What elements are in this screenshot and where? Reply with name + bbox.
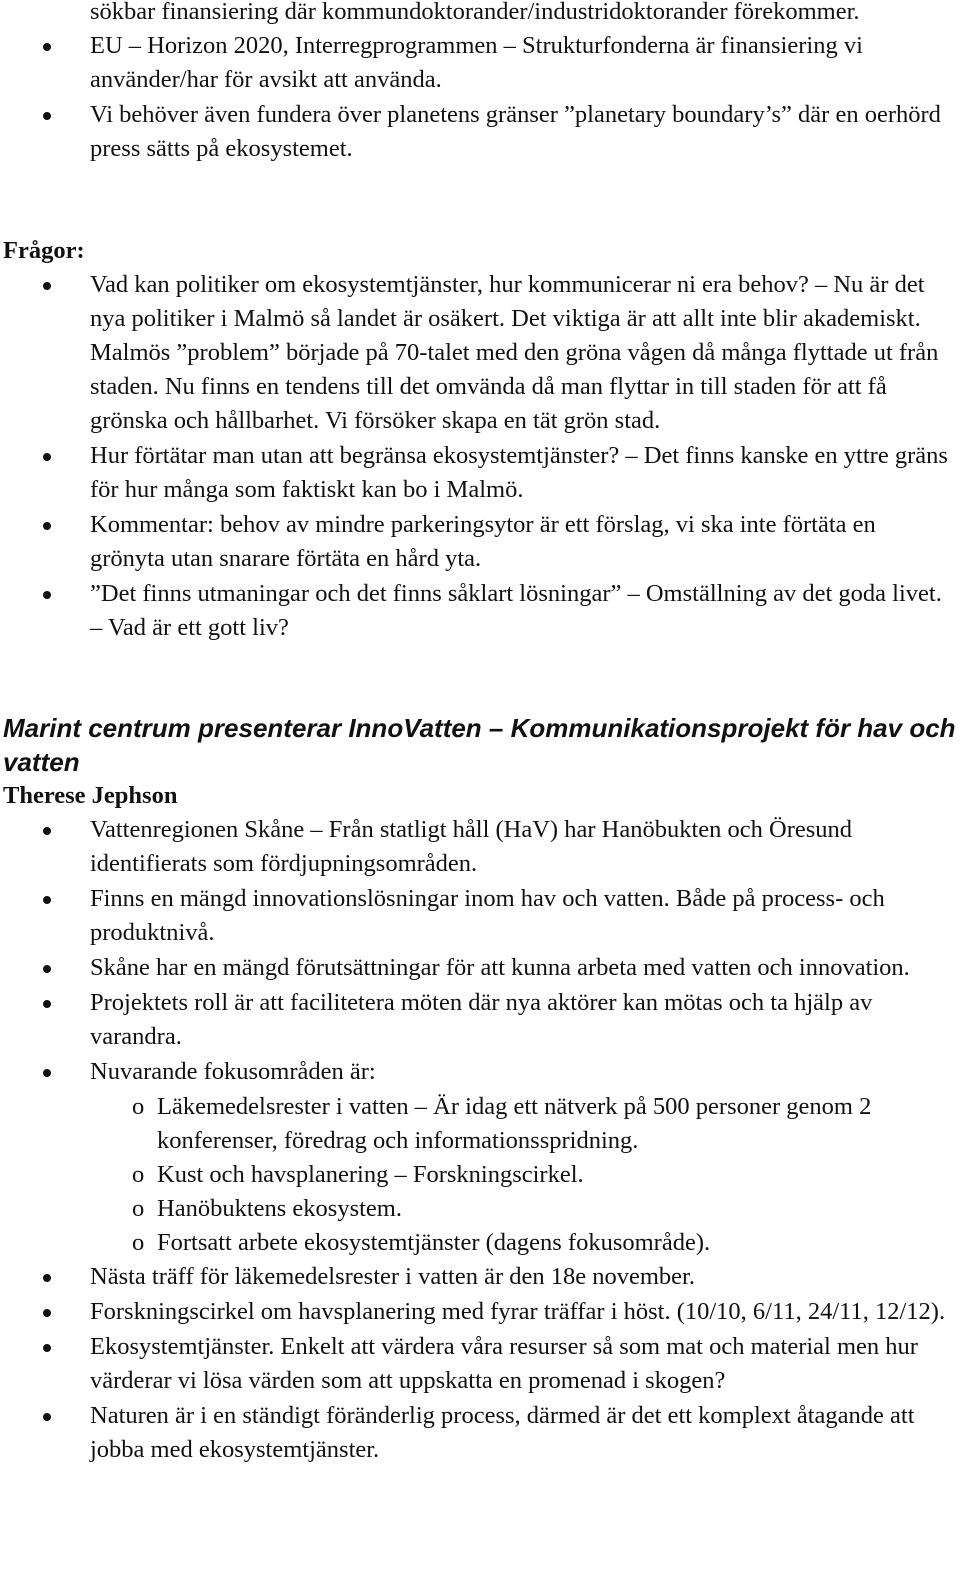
list-item-text: Vattenregionen Skåne – Från statligt håll (HaV) har Hanöbukten och Öresund identifierats som fördjupningsområden. [90,816,853,877]
list-item-text: Vi behöver även fundera över planetens gränser ”planetary boundary’s” där en oerhörd press sätts på ekosystemet. [90,101,941,162]
list-item-text: Naturen är i en ständigt föränderlig process, därmed är det ett komplext åtagande att jobba med ekosystemtjänster. [90,1402,915,1463]
bullet-icon [43,282,51,290]
list-item-text: EU – Horizon 2020, Interregprogrammen – Strukturfonderna är finansiering vi använder/har för avsikt att använda. [90,32,863,93]
list-item [0,1330,950,1398]
sub-list-item-text: Läkemedelsrester i vatten – Är idag ett nätverk på 500 personer genom 2 konferenser, föredrag och informationsspridning. [157,1093,872,1154]
list-item [0,439,950,507]
list-item-text: Nuvarande fokusområden är: [90,1058,376,1085]
bullet-icon [43,591,51,599]
bullet-icon [43,1069,51,1077]
continuation-text: sökbar finansiering där kommundoktorander/industridoktorander förekommer. [90,0,860,25]
bullet-icon [43,827,51,835]
list-item-text: ”Det finns utmaningar och det finns såklart lösningar” – Omställning av det goda livet. – Vad är ett gott liv? [90,580,942,641]
marine-section [0,711,960,1468]
bullet-icon [43,43,51,51]
list-item-text: Hur förtätar man utan att begränsa ekosystemtjänster? – Det finns kanske en yttre gräns för hur många som faktiskt kan bo i Malmö. [90,442,948,503]
list-item [0,98,950,166]
speaker-name: Therese Jephson [3,782,178,809]
list-item [0,268,950,438]
list-item-text: Skåne har en mängd förutsättningar för att kunna arbeta med vatten och innovation. [90,954,910,981]
list-item [0,951,950,985]
list-item [0,986,950,1054]
list-item-text: Finns en mängd innovationslösningar inom hav och vatten. Både på process- och produktnivå. [90,885,885,946]
list-item [0,1055,950,1089]
list-item [0,1295,950,1329]
sub-list-item [0,1226,917,1260]
circle-marker-icon: o [132,1229,145,1256]
bullet-icon [43,965,51,973]
questions-bullet-list [0,268,960,645]
sub-list-item-text: Fortsatt arbete ekosystemtjänster (dagens fokusområde). [157,1229,711,1256]
bullet-icon [43,112,51,120]
list-item [0,813,950,881]
list-item [0,508,950,576]
circle-marker-icon: o [132,1093,145,1120]
bullet-icon [43,522,51,530]
circle-marker-icon: o [132,1161,145,1188]
marine-bullet-list-continued [0,1260,960,1467]
sub-list-item [0,1158,917,1192]
sub-list-item [0,1192,917,1226]
bullet-icon [43,1413,51,1421]
bullet-icon [43,1000,51,1008]
list-item-text: Kommentar: behov av mindre parkeringsytor är ett förslag, vi ska inte förtäta en grönyta utan snarare förtäta en hård yta. [90,511,876,572]
list-item-text: Projektets roll är att facilitetera möten där nya aktörer kan mötas och ta hjälp av varandra. [90,989,873,1050]
list-item [0,1260,950,1294]
top-bullet-list [0,29,960,166]
bullet-icon [43,1344,51,1352]
top-section [0,0,960,167]
list-item-text: Nästa träff för läkemedelsrester i vatten är den 18e november. [90,1263,695,1290]
sub-list-item-text: Kust och havsplanering – Forskningscirkel. [157,1161,584,1188]
bullet-icon [43,1309,51,1317]
list-item [0,882,950,950]
list-item [0,29,950,97]
list-item-text: Ekosystemtjänster. Enkelt att värdera våra resurser så som mat och material men hur värderar vi lösa värden som att uppskatta en promenad i skogen? [90,1333,918,1394]
marine-bullet-list [0,813,960,1089]
bullet-icon [43,453,51,461]
sub-list-item [0,1090,917,1158]
bullet-icon [43,896,51,904]
section-title: Marint centrum presenterar InnoVatten – Kommunikationsprojekt för hav och vatten [3,713,956,777]
sub-list-item-text: Hanöbuktens ekosystem. [157,1195,402,1222]
bullet-icon [43,1274,51,1282]
list-item-text: Forskningscirkel om havsplanering med fyrar träffar i höst. (10/10, 6/11, 24/11, 12/12). [90,1298,946,1325]
focus-area-sublist [0,1090,960,1260]
questions-section [0,234,960,646]
list-item [0,1399,950,1467]
circle-marker-icon: o [132,1195,145,1222]
list-item [0,577,950,645]
list-item-text: Vad kan politiker om ekosystemtjänster, hur kommunicerar ni era behov? – Nu är det nya politiker i Malmö så landet är osäkert. Det viktiga är att allt inte blir akademiskt. Malmös ”problem” började på 70-talet med den gröna vågen då många flyttade ut från staden. Nu finns en tendens till det omvända då man flyttar in till staden för att få grönska och hållbarhet. Vi försöker skapa en tät grön stad. [90,271,939,434]
questions-heading: Frågor: [3,237,85,264]
